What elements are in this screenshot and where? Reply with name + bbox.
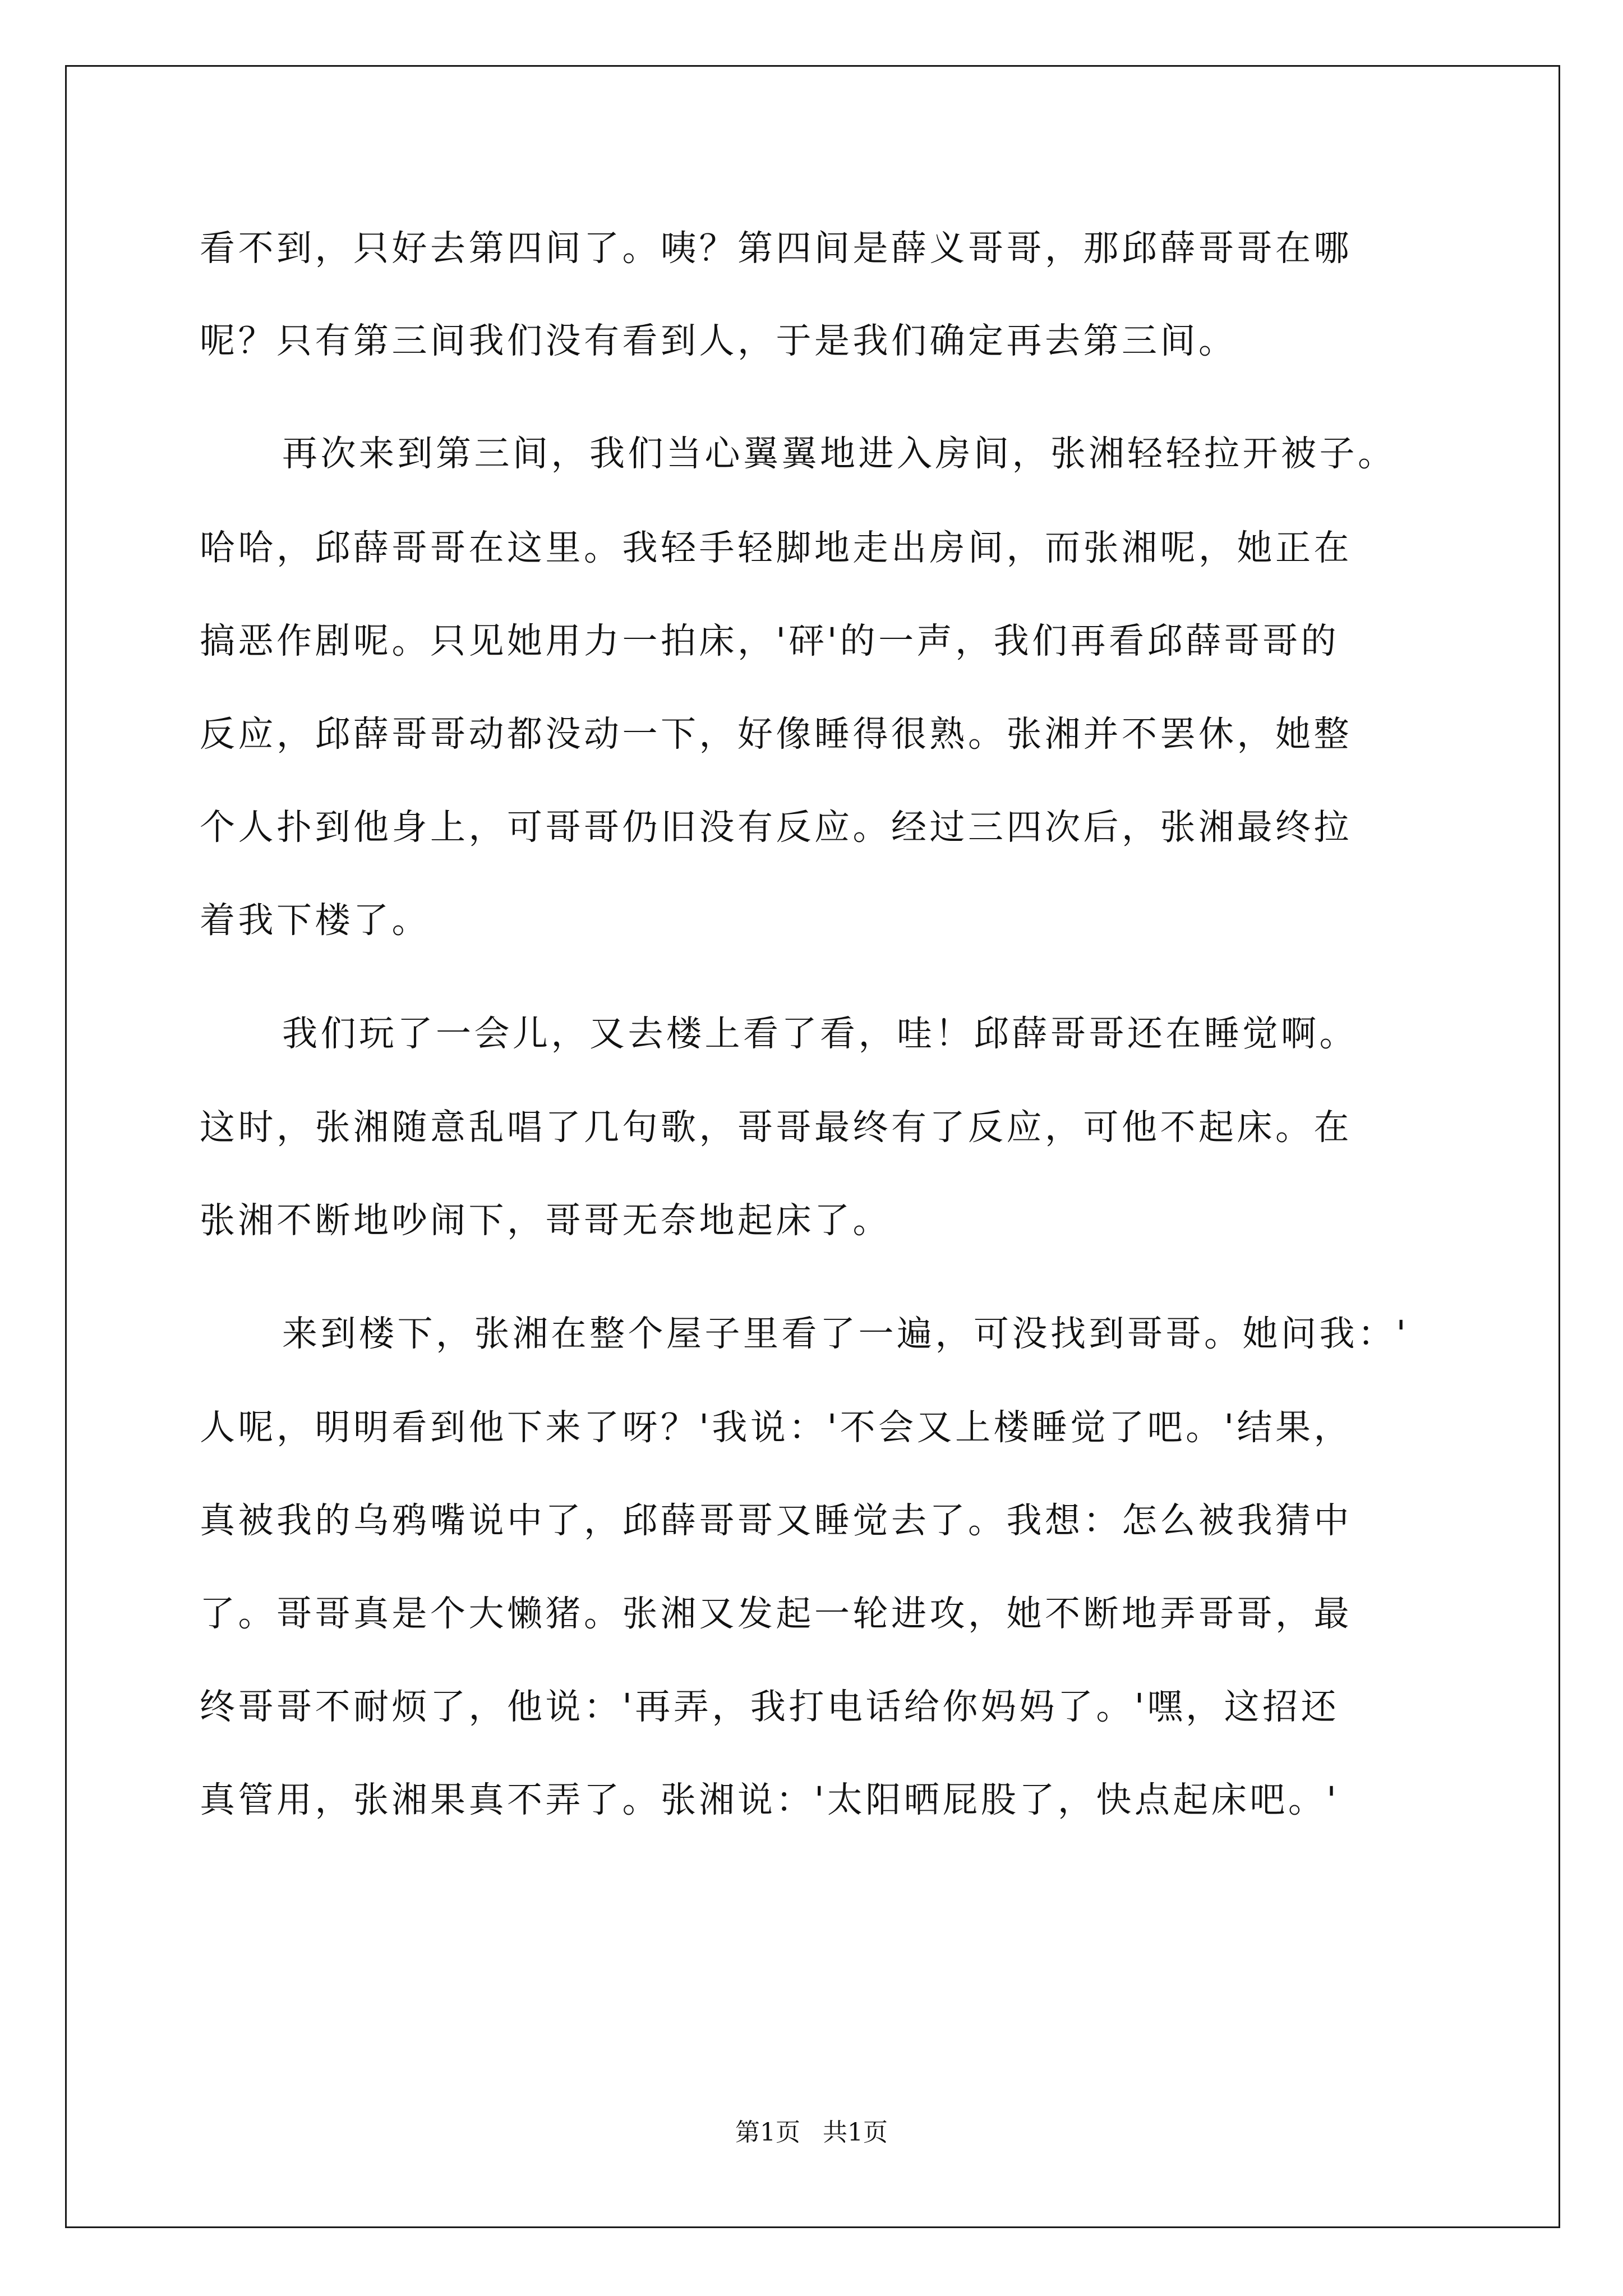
paragraph-first-line: 我们玩了一会儿，又去楼上看了看，哇！邱薛哥哥还在睡觉啊。 [282,1013,1358,1054]
text-line: 搞恶作剧呢。只见她用力一拍床，'砰'的一声，我们再看邱薛哥哥的 [200,620,1340,661]
page-number: 第1页 [735,2118,800,2147]
text-line: 个人扑到他身上，可哥哥仍旧没有反应。经过三四次后，张湘最终拉 [200,807,1352,848]
text-line: 了。哥哥真是个大懒猪。张湘又发起一轮进攻，她不断地弄哥哥，最 [200,1593,1352,1634]
text-line: 哈哈，邱薛哥哥在这里。我轻手轻脚地走出房间，而张湘呢，她正在 [200,527,1352,568]
text-line: 呢？只有第三间我们没有看到人，于是我们确定再去第三间。 [200,320,1237,361]
text-line: 这时，张湘随意乱唱了几句歌，哥哥最终有了反应，可他不起床。在 [200,1107,1352,1148]
text-line: 真管用，张湘果真不弄了。张湘说：'太阳晒屁股了，快点起床吧。' [200,1779,1340,1820]
text-line: 终哥哥不耐烦了，他说：'再弄，我打电话给你妈妈了。'嘿，这招还 [200,1686,1340,1727]
paragraph-first-line: 来到楼下，张湘在整个屋子里看了一遍，可没找到哥哥。她问我：' [282,1313,1409,1354]
text-line: 看不到，只好去第四间了。咦？第四间是薛义哥哥，那邱薛哥哥在哪 [200,228,1352,269]
text-line: 张湘不断地吵闹下，哥哥无奈地起床了。 [200,1200,891,1241]
page-total: 共1页 [823,2118,888,2147]
text-line: 人呢，明明看到他下来了呀？'我说：'不会又上楼睡觉了吧。'结果， [200,1407,1352,1448]
page-footer [0,2116,1623,2150]
text-line: 反应，邱薛哥哥动都没动一下，好像睡得很熟。张湘并不罢休，她整 [200,714,1352,754]
text-line: 着我下楼了。 [200,900,430,941]
paragraph-first-line: 再次来到第三间，我们当心翼翼地进入房间，张湘轻轻拉开被子。 [282,433,1396,474]
text-line: 真被我的乌鸦嘴说中了，邱薛哥哥又睡觉去了。我想：怎么被我猜中 [200,1500,1352,1541]
